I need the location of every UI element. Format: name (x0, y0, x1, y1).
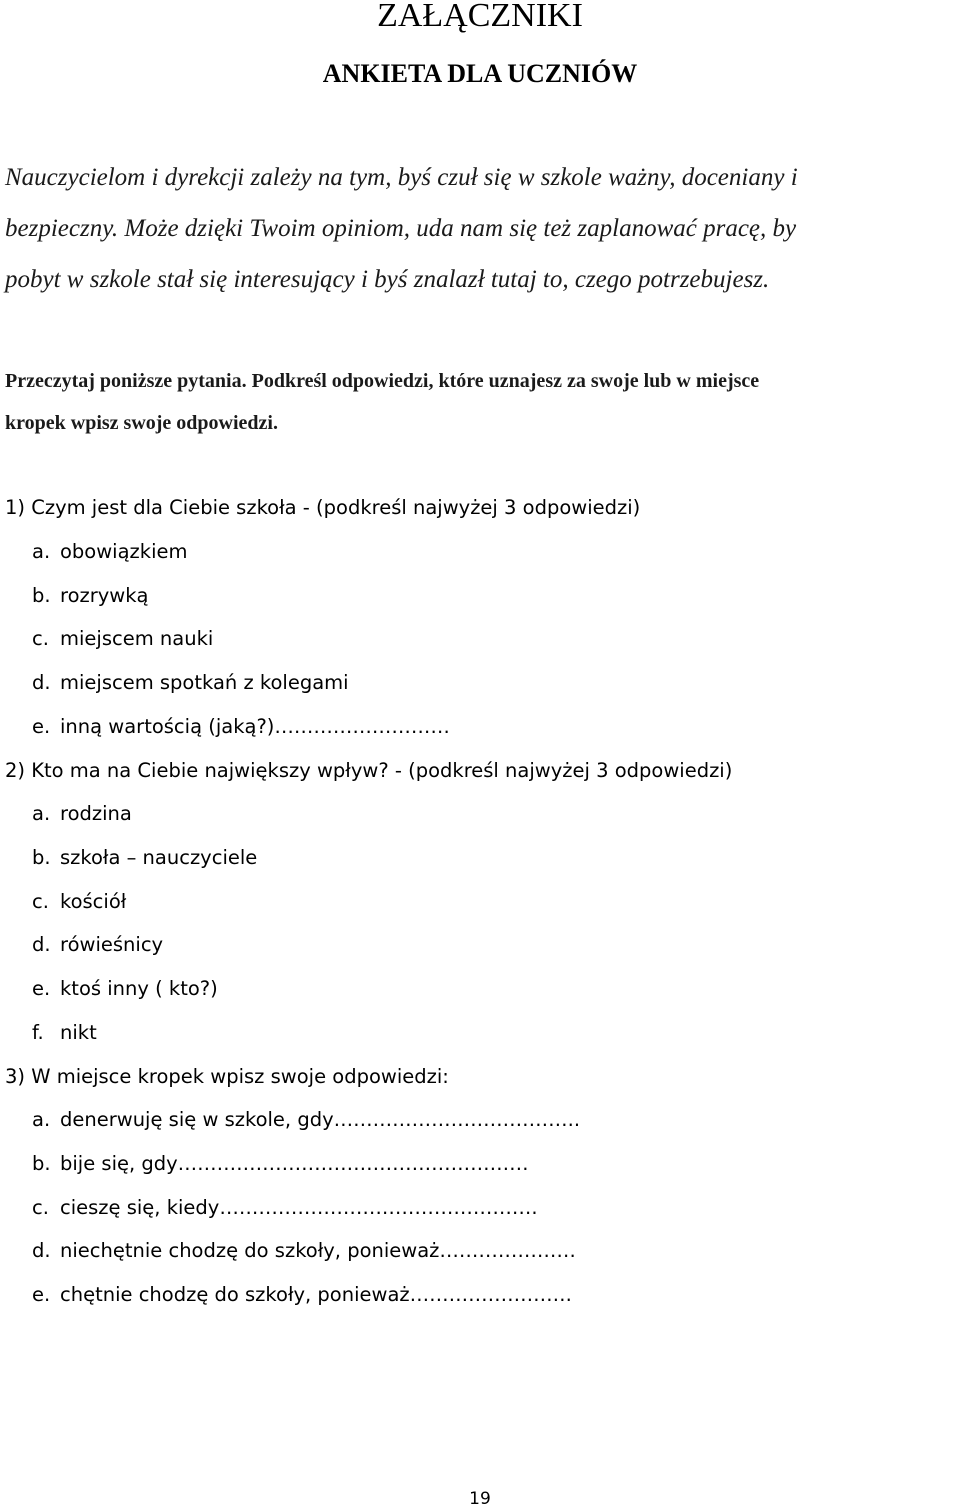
question-2-option-b (32, 843, 257, 873)
intro-line: pobyt w szkole stał się interesujący i byś znalazł tutaj to, czego potrzebujesz. (5, 266, 770, 293)
question-3-option-e (32, 1280, 572, 1310)
option-text: ktoś inny ( kto?) (60, 977, 218, 1000)
option-label: a. (32, 540, 51, 563)
option-text: rówieśnicy (60, 933, 164, 956)
option-text: rodzina (60, 802, 132, 825)
question-3-option-d (32, 1236, 576, 1266)
question-2: 2) Kto ma na Ciebie największy wpływ? - (podkreśl najwyżej 3 odpowiedzi) (5, 759, 733, 782)
option-label: b. (32, 584, 51, 607)
option-label: a. (32, 1108, 51, 1131)
instructions-line: kropek wpisz swoje odpowiedzi. (5, 412, 278, 434)
instructions-paragraph (5, 360, 960, 444)
question-3-option-c (32, 1193, 538, 1223)
instructions-line: Przeczytaj poniższe pytania. Podkreśl odpowiedzi, które uznajesz za swoje lub w miejsce (5, 370, 760, 392)
option-text: rozrywką (60, 584, 149, 607)
question-1-option-c (32, 624, 213, 654)
option-label: e. (32, 1283, 51, 1306)
option-text: niechętnie chodzę do szkoły, ponieważ………………… (60, 1239, 576, 1262)
option-text: bije się, gdy……………………………………………… (60, 1152, 529, 1175)
option-label: d. (32, 933, 51, 956)
option-label: d. (32, 671, 51, 694)
question-2-option-c (32, 887, 126, 917)
document-subtitle: ANKIETA DLA UCZNIÓW (322, 59, 638, 88)
option-text: chętnie chodzę do szkoły, ponieważ……………………. (60, 1283, 572, 1306)
option-text: cieszę się, kiedy…………………………………………. (60, 1196, 538, 1219)
option-label: b. (32, 846, 51, 869)
option-text: inną wartością (jaką?)……………………… (60, 715, 450, 738)
document-title: ZAŁĄCZNIKI (377, 0, 583, 34)
option-label: c. (32, 890, 49, 913)
question-1-option-a (32, 537, 188, 567)
option-label: b. (32, 1152, 51, 1175)
option-label: d. (32, 1239, 51, 1262)
question-3: 3) W miejsce kropek wpisz swoje odpowiedzi: (5, 1065, 449, 1088)
question-1-option-d (32, 668, 349, 698)
option-label: c. (32, 1196, 49, 1219)
option-label: e. (32, 715, 51, 738)
question-1: 1) Czym jest dla Ciebie szkoła - (podkreśl najwyżej 3 odpowiedzi) (5, 496, 641, 519)
option-text: miejscem nauki (60, 627, 214, 650)
question-2-option-e (32, 974, 218, 1004)
option-label: c. (32, 627, 49, 650)
option-text: nikt (60, 1021, 97, 1044)
question-1-option-b (32, 581, 149, 611)
option-text: obowiązkiem (60, 540, 188, 563)
question-2-option-a (32, 799, 132, 829)
question-1-option-e (32, 712, 450, 742)
question-2-option-f (32, 1018, 97, 1048)
question-2-option-d (32, 930, 163, 960)
intro-paragraph (5, 152, 960, 305)
intro-line: Nauczycielom i dyrekcji zależy na tym, byś czuł się w szkole ważny, doceniany i (5, 164, 798, 191)
option-label: a. (32, 802, 51, 825)
intro-line: bezpieczny. Może dzięki Twoim opiniom, uda nam się też zaplanować pracę, by (5, 215, 797, 242)
page-number: 19 (469, 1489, 491, 1509)
question-3-option-a (32, 1105, 580, 1135)
option-text: denerwuję się w szkole, gdy……………………………….. (60, 1108, 581, 1131)
option-label: f. (32, 1021, 44, 1044)
question-3-option-b (32, 1149, 529, 1179)
option-text: kościół (60, 890, 127, 913)
option-text: miejscem spotkań z kolegami (60, 671, 349, 694)
option-label: e. (32, 977, 51, 1000)
option-text: szkoła – nauczyciele (60, 846, 258, 869)
